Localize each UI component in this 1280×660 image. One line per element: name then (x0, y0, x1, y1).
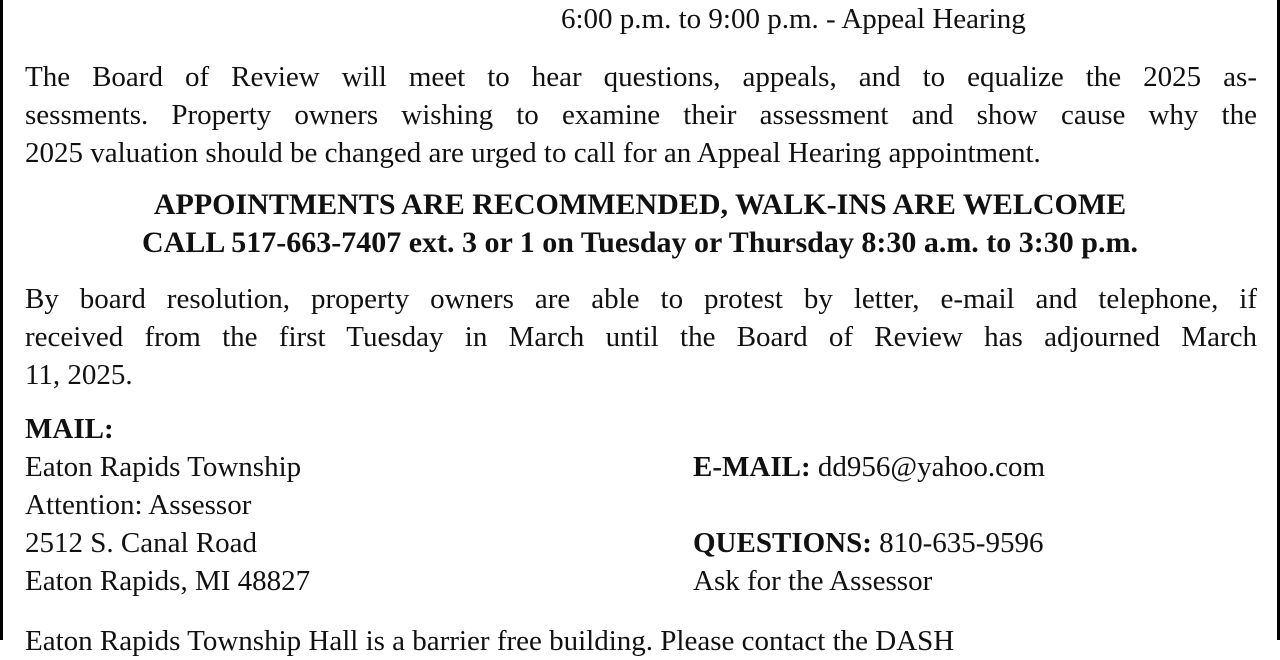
questions-phone: 810-635-9596 (879, 527, 1044, 559)
mail-address-line: 2512 S. Canal Road (25, 527, 257, 559)
email-line (693, 448, 1045, 486)
questions-label: QUESTIONS: (693, 527, 872, 559)
paragraph-line: 11, 2025. (25, 359, 133, 391)
paragraph-line: By board resolution, property owners are able to protest by letter, e-mail and telephone, if (25, 283, 1257, 315)
contact-block (693, 448, 1045, 600)
call-info: CALL 517-663-7407 ext. 3 or 1 on Tuesday or Thursday 8:30 a.m. to 3:30 p.m. (142, 226, 1138, 259)
hearing-time-line: 6:00 p.m. to 9:00 p.m. - Appeal Hearing (561, 3, 1026, 35)
paragraph-line: sessments. Property owners wishing to examine their assessment and show cause why the (25, 99, 1257, 131)
questions-line (693, 524, 1045, 562)
mail-address-line: Attention: Assessor (25, 489, 252, 521)
mail-address-line: Eaton Rapids Township (25, 451, 302, 483)
paragraph-line: 2025 valuation should be changed are urged to call for an Appeal Hearing appointment. (25, 137, 1041, 169)
questions-note: Ask for the Assessor (693, 565, 933, 597)
email-label: E-MAIL: (693, 451, 811, 483)
paragraph-line: received from the first Tuesday in March until the Board of Review has adjourned March (25, 321, 1257, 353)
mail-address-line: Eaton Rapids, MI 48827 (25, 565, 311, 597)
contact-spacer (693, 486, 1045, 524)
mail-address-block (25, 410, 310, 600)
board-of-review-paragraph (25, 58, 1257, 172)
protest-paragraph (25, 280, 1257, 394)
email-address-link[interactable]: dd956@yahoo.com (817, 451, 1046, 483)
appointment-recommendation: APPOINTMENTS ARE RECOMMENDED, WALK-INS ARE WELCOME (153, 188, 1127, 221)
accessibility-line: Eaton Rapids Township Hall is a barrier free building. Please contact the DASH (25, 625, 955, 657)
paragraph-line: The Board of Review will meet to hear questions, appeals, and to equalize the 2025 as- (25, 61, 1257, 93)
mail-heading: MAIL: (25, 413, 114, 445)
appointment-notice (3, 186, 1277, 262)
